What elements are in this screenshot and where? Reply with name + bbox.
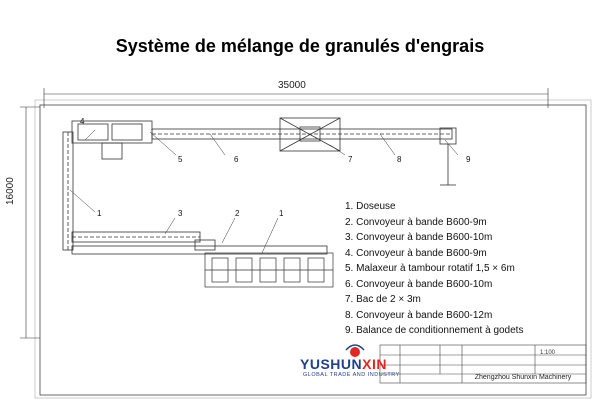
height-dimension-label: 16000 <box>5 177 16 205</box>
callout-9: 9 <box>466 155 471 164</box>
callout-6: 6 <box>234 155 239 164</box>
width-dimension-label: 35000 <box>278 80 306 91</box>
brand-logo <box>300 356 387 372</box>
callout-5: 5 <box>178 155 183 164</box>
callout-1-right: 1 <box>279 209 284 218</box>
drawing-scale: 1:100 <box>540 350 556 356</box>
callout-8: 8 <box>397 155 402 164</box>
legend-item: 3. Convoyeur à bande B600-10m <box>345 232 493 243</box>
callout-1-left: 1 <box>97 209 102 218</box>
callout-7: 7 <box>348 155 353 164</box>
brand-main: YUSHUN <box>300 356 363 372</box>
equipment-legend <box>345 199 560 339</box>
legend-item: 5. Malaxeur à tambour rotatif 1,5 × 6m <box>345 263 515 274</box>
company-name: Zhengzhou Shunxin Machinery <box>474 374 572 381</box>
legend-item: 8. Convoyeur à bande B600-12m <box>345 309 493 321</box>
legend-item: 4. Convoyeur à bande B600-9m <box>345 247 487 259</box>
bottom-conveyor-line <box>72 232 327 254</box>
legend-item: 2. Convoyeur à bande B600-9m <box>345 216 487 228</box>
legend-item: 7. Bac de 2 × 3m <box>345 294 421 305</box>
top-conveyor-line <box>72 118 456 185</box>
callout-2: 2 <box>235 209 240 218</box>
diagram-title: Système de mélange de granulés d'engrais <box>115 36 485 56</box>
legend-item: 1. Doseuse <box>345 201 396 212</box>
brand-tagline: GLOBAL TRADE AND INDUSTRY <box>303 372 400 378</box>
bucket-scale <box>440 128 456 144</box>
callout-3: 3 <box>178 209 183 218</box>
callout-4: 4 <box>80 117 85 126</box>
brand-accent: XIN <box>362 356 387 372</box>
dosing-units <box>205 253 333 287</box>
legend-item: 9. Balance de conditionnement à godets <box>345 325 524 336</box>
legend-item: 6. Convoyeur à bande B600-10m <box>345 278 493 290</box>
